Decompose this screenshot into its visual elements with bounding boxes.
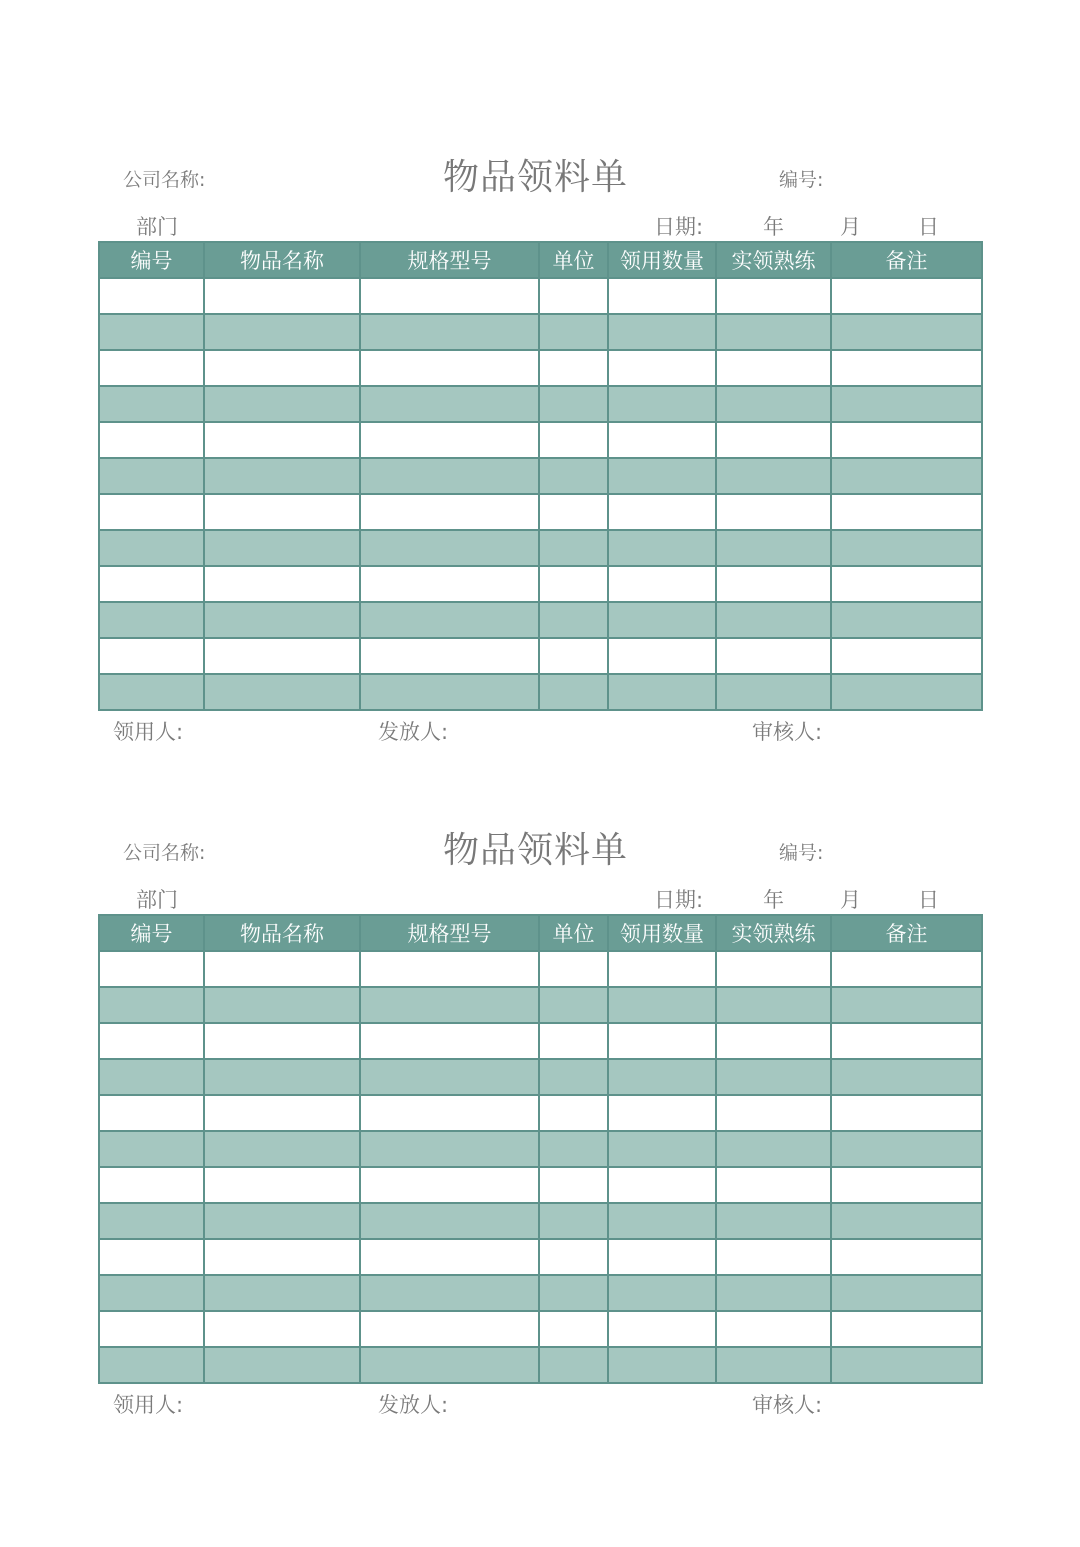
table-row <box>99 602 982 638</box>
table-cell[interactable] <box>539 1239 608 1275</box>
table-cell[interactable] <box>831 602 982 638</box>
table-row <box>99 1239 982 1275</box>
table-cell[interactable] <box>99 494 204 530</box>
table-cell[interactable] <box>716 350 831 386</box>
table-cell[interactable] <box>716 1239 831 1275</box>
department-label: 部门 <box>136 888 178 912</box>
table-row <box>99 422 982 458</box>
column-header-number: 编号 <box>99 242 204 278</box>
table-cell[interactable] <box>608 530 716 566</box>
table-cell[interactable] <box>716 638 831 674</box>
table-cell[interactable] <box>204 987 360 1023</box>
table-cell[interactable] <box>831 1311 982 1347</box>
year-label: 年 <box>763 215 784 239</box>
table-cell[interactable] <box>99 1131 204 1167</box>
table-cell[interactable] <box>360 1311 539 1347</box>
table-row <box>99 1131 982 1167</box>
table-cell[interactable] <box>831 350 982 386</box>
table-cell[interactable] <box>539 674 608 710</box>
company-name-label: 公司名称: <box>123 169 206 191</box>
recipient-label: 领用人: <box>113 1393 184 1417</box>
table-cell[interactable] <box>831 494 982 530</box>
table-cell[interactable] <box>539 386 608 422</box>
table-row <box>99 314 982 350</box>
month-label: 月 <box>840 215 861 239</box>
table-cell[interactable] <box>99 458 204 494</box>
table-cell[interactable] <box>360 638 539 674</box>
table-cell[interactable] <box>716 987 831 1023</box>
table-cell[interactable] <box>716 422 831 458</box>
table-cell[interactable] <box>716 1275 831 1311</box>
table-cell[interactable] <box>360 566 539 602</box>
issuer-label: 发放人: <box>378 1393 449 1417</box>
table-cell[interactable] <box>716 494 831 530</box>
table-row <box>99 566 982 602</box>
table-cell[interactable] <box>204 422 360 458</box>
table-cell[interactable] <box>831 638 982 674</box>
table-cell[interactable] <box>831 1059 982 1095</box>
table-cell[interactable] <box>539 1167 608 1203</box>
table-cell[interactable] <box>716 602 831 638</box>
table-cell[interactable] <box>608 1275 716 1311</box>
form-title: 物品领料单 <box>443 157 629 198</box>
table-cell[interactable] <box>831 674 982 710</box>
table-cell[interactable] <box>360 458 539 494</box>
table-cell[interactable] <box>204 278 360 314</box>
table-cell[interactable] <box>360 1023 539 1059</box>
table-cell[interactable] <box>716 278 831 314</box>
table-cell[interactable] <box>99 350 204 386</box>
column-header-unit: 单位 <box>539 242 608 278</box>
table-cell[interactable] <box>831 1131 982 1167</box>
column-header-actual-qty: 实领熟练 <box>716 242 831 278</box>
table-cell[interactable] <box>539 602 608 638</box>
table-cell[interactable] <box>608 278 716 314</box>
table-row <box>99 350 982 386</box>
table-row <box>99 1023 982 1059</box>
table-cell[interactable] <box>99 1203 204 1239</box>
day-label: 日 <box>918 888 939 912</box>
table-cell[interactable] <box>204 1239 360 1275</box>
table-cell[interactable] <box>99 951 204 987</box>
table-cell[interactable] <box>608 951 716 987</box>
table-row <box>99 494 982 530</box>
table-cell[interactable] <box>360 1131 539 1167</box>
column-header-remarks: 备注 <box>831 915 982 951</box>
table-row <box>99 1203 982 1239</box>
column-header-requested-qty: 领用数量 <box>608 915 716 951</box>
table-cell[interactable] <box>608 1311 716 1347</box>
table-cell[interactable] <box>204 602 360 638</box>
table-cell[interactable] <box>716 1023 831 1059</box>
column-header-item-name: 物品名称 <box>204 242 360 278</box>
table-cell[interactable] <box>831 566 982 602</box>
table-cell[interactable] <box>204 1203 360 1239</box>
table-cell[interactable] <box>99 1275 204 1311</box>
table-cell[interactable] <box>539 951 608 987</box>
table-cell[interactable] <box>539 1059 608 1095</box>
table-cell[interactable] <box>831 458 982 494</box>
column-header-requested-qty: 领用数量 <box>608 242 716 278</box>
table-cell[interactable] <box>539 422 608 458</box>
table-cell[interactable] <box>831 1275 982 1311</box>
table-cell[interactable] <box>716 1311 831 1347</box>
table-cell[interactable] <box>539 1095 608 1131</box>
table-cell[interactable] <box>831 530 982 566</box>
month-label: 月 <box>840 888 861 912</box>
table-cell[interactable] <box>360 494 539 530</box>
table-cell[interactable] <box>204 1023 360 1059</box>
column-header-unit: 单位 <box>539 915 608 951</box>
table-cell[interactable] <box>608 1059 716 1095</box>
table-cell[interactable] <box>99 1311 204 1347</box>
table-cell[interactable] <box>360 530 539 566</box>
table-row <box>99 951 982 987</box>
table-cell[interactable] <box>99 530 204 566</box>
date-label: 日期: <box>654 215 704 239</box>
table-cell[interactable] <box>360 1059 539 1095</box>
table-cell[interactable] <box>204 1275 360 1311</box>
column-header-remarks: 备注 <box>831 242 982 278</box>
table-cell[interactable] <box>716 1095 831 1131</box>
table-cell[interactable] <box>608 1023 716 1059</box>
requisition-table <box>98 241 983 711</box>
table-cell[interactable] <box>99 314 204 350</box>
table-cell[interactable] <box>831 314 982 350</box>
table-cell[interactable] <box>608 638 716 674</box>
table-cell[interactable] <box>608 1347 716 1383</box>
table-cell[interactable] <box>99 987 204 1023</box>
table-cell[interactable] <box>360 314 539 350</box>
table-cell[interactable] <box>608 1203 716 1239</box>
table-cell[interactable] <box>360 350 539 386</box>
table-cell[interactable] <box>831 1203 982 1239</box>
table-cell[interactable] <box>360 1095 539 1131</box>
table-cell[interactable] <box>831 1239 982 1275</box>
table-cell[interactable] <box>204 386 360 422</box>
table-cell[interactable] <box>204 674 360 710</box>
table-cell[interactable] <box>539 566 608 602</box>
table-cell[interactable] <box>360 386 539 422</box>
column-header-number: 编号 <box>99 915 204 951</box>
table-cell[interactable] <box>716 1347 831 1383</box>
table-cell[interactable] <box>608 1095 716 1131</box>
table-cell[interactable] <box>99 566 204 602</box>
table-cell[interactable] <box>539 638 608 674</box>
table-cell[interactable] <box>716 458 831 494</box>
table-cell[interactable] <box>539 458 608 494</box>
table-cell[interactable] <box>831 386 982 422</box>
table-cell[interactable] <box>608 386 716 422</box>
table-cell[interactable] <box>716 1167 831 1203</box>
table-cell[interactable] <box>360 1203 539 1239</box>
table-cell[interactable] <box>831 1167 982 1203</box>
table-cell[interactable] <box>608 1131 716 1167</box>
table-cell[interactable] <box>204 1167 360 1203</box>
table-cell[interactable] <box>204 458 360 494</box>
company-name-label: 公司名称: <box>123 842 206 864</box>
table-cell[interactable] <box>608 674 716 710</box>
table-cell[interactable] <box>99 674 204 710</box>
table-cell[interactable] <box>539 1131 608 1167</box>
table-cell[interactable] <box>204 566 360 602</box>
table-cell[interactable] <box>204 951 360 987</box>
table-cell[interactable] <box>831 951 982 987</box>
year-label: 年 <box>763 888 784 912</box>
table-row <box>99 1347 982 1383</box>
table-cell[interactable] <box>204 1095 360 1131</box>
table-row <box>99 1311 982 1347</box>
table-cell[interactable] <box>360 422 539 458</box>
table-cell[interactable] <box>360 1275 539 1311</box>
column-header-item-name: 物品名称 <box>204 915 360 951</box>
table-row <box>99 1095 982 1131</box>
table-cell[interactable] <box>831 1095 982 1131</box>
table-cell[interactable] <box>99 602 204 638</box>
table-cell[interactable] <box>539 1023 608 1059</box>
table-row <box>99 1059 982 1095</box>
department-label: 部门 <box>136 215 178 239</box>
table-cell[interactable] <box>204 1131 360 1167</box>
recipient-label: 领用人: <box>113 720 184 744</box>
table-row <box>99 638 982 674</box>
table-cell[interactable] <box>608 422 716 458</box>
table-cell[interactable] <box>831 278 982 314</box>
table-cell[interactable] <box>99 638 204 674</box>
table-cell[interactable] <box>204 1347 360 1383</box>
reviewer-label: 审核人: <box>752 720 823 744</box>
table-cell[interactable] <box>99 386 204 422</box>
table-row <box>99 386 982 422</box>
table-cell[interactable] <box>204 314 360 350</box>
table-cell[interactable] <box>539 1275 608 1311</box>
table-cell[interactable] <box>99 1167 204 1203</box>
table-cell[interactable] <box>608 494 716 530</box>
table-cell[interactable] <box>204 494 360 530</box>
table-header-row <box>99 915 982 951</box>
table-row <box>99 1275 982 1311</box>
requisition-table <box>98 914 983 1384</box>
table-row <box>99 1167 982 1203</box>
table-cell[interactable] <box>204 1311 360 1347</box>
table-cell[interactable] <box>360 278 539 314</box>
table-row <box>99 674 982 710</box>
table-cell[interactable] <box>99 1095 204 1131</box>
table-cell[interactable] <box>716 566 831 602</box>
table-cell[interactable] <box>360 1167 539 1203</box>
column-header-spec-model: 规格型号 <box>360 242 539 278</box>
table-cell[interactable] <box>608 350 716 386</box>
reviewer-label: 审核人: <box>752 1393 823 1417</box>
table-cell[interactable] <box>608 566 716 602</box>
table-cell[interactable] <box>360 1347 539 1383</box>
table-cell[interactable] <box>831 422 982 458</box>
issuer-label: 发放人: <box>378 720 449 744</box>
table-cell[interactable] <box>360 951 539 987</box>
table-cell[interactable] <box>99 422 204 458</box>
table-cell[interactable] <box>204 350 360 386</box>
table-cell[interactable] <box>99 1347 204 1383</box>
table-cell[interactable] <box>716 951 831 987</box>
table-cell[interactable] <box>716 1059 831 1095</box>
table-cell[interactable] <box>831 987 982 1023</box>
column-header-actual-qty: 实领熟练 <box>716 915 831 951</box>
form-number-label: 编号: <box>779 842 824 864</box>
table-cell[interactable] <box>360 602 539 638</box>
table-cell[interactable] <box>99 278 204 314</box>
table-row <box>99 278 982 314</box>
table-cell[interactable] <box>716 1131 831 1167</box>
table-cell[interactable] <box>539 1347 608 1383</box>
table-cell[interactable] <box>539 314 608 350</box>
table-cell[interactable] <box>539 1203 608 1239</box>
day-label: 日 <box>918 215 939 239</box>
table-row <box>99 458 982 494</box>
table-cell[interactable] <box>539 987 608 1023</box>
table-cell[interactable] <box>539 530 608 566</box>
table-cell[interactable] <box>539 350 608 386</box>
form-title: 物品领料单 <box>443 830 629 871</box>
table-cell[interactable] <box>831 1023 982 1059</box>
table-cell[interactable] <box>608 602 716 638</box>
table-cell[interactable] <box>831 1347 982 1383</box>
table-cell[interactable] <box>608 1167 716 1203</box>
table-cell[interactable] <box>360 1239 539 1275</box>
table-cell[interactable] <box>608 987 716 1023</box>
table-cell[interactable] <box>204 1059 360 1095</box>
table-row <box>99 530 982 566</box>
table-cell[interactable] <box>360 987 539 1023</box>
table-cell[interactable] <box>99 1023 204 1059</box>
date-label: 日期: <box>654 888 704 912</box>
table-cell[interactable] <box>716 1203 831 1239</box>
table-row <box>99 987 982 1023</box>
table-cell[interactable] <box>204 638 360 674</box>
table-cell[interactable] <box>360 674 539 710</box>
table-cell[interactable] <box>716 674 831 710</box>
table-cell[interactable] <box>99 1059 204 1095</box>
table-cell[interactable] <box>716 386 831 422</box>
table-header-row <box>99 242 982 278</box>
table-cell[interactable] <box>539 278 608 314</box>
table-cell[interactable] <box>716 530 831 566</box>
table-cell[interactable] <box>608 314 716 350</box>
table-cell[interactable] <box>539 494 608 530</box>
form-number-label: 编号: <box>779 169 824 191</box>
column-header-spec-model: 规格型号 <box>360 915 539 951</box>
table-cell[interactable] <box>99 1239 204 1275</box>
table-cell[interactable] <box>539 1311 608 1347</box>
table-cell[interactable] <box>716 314 831 350</box>
table-cell[interactable] <box>204 530 360 566</box>
table-cell[interactable] <box>608 1239 716 1275</box>
table-cell[interactable] <box>608 458 716 494</box>
